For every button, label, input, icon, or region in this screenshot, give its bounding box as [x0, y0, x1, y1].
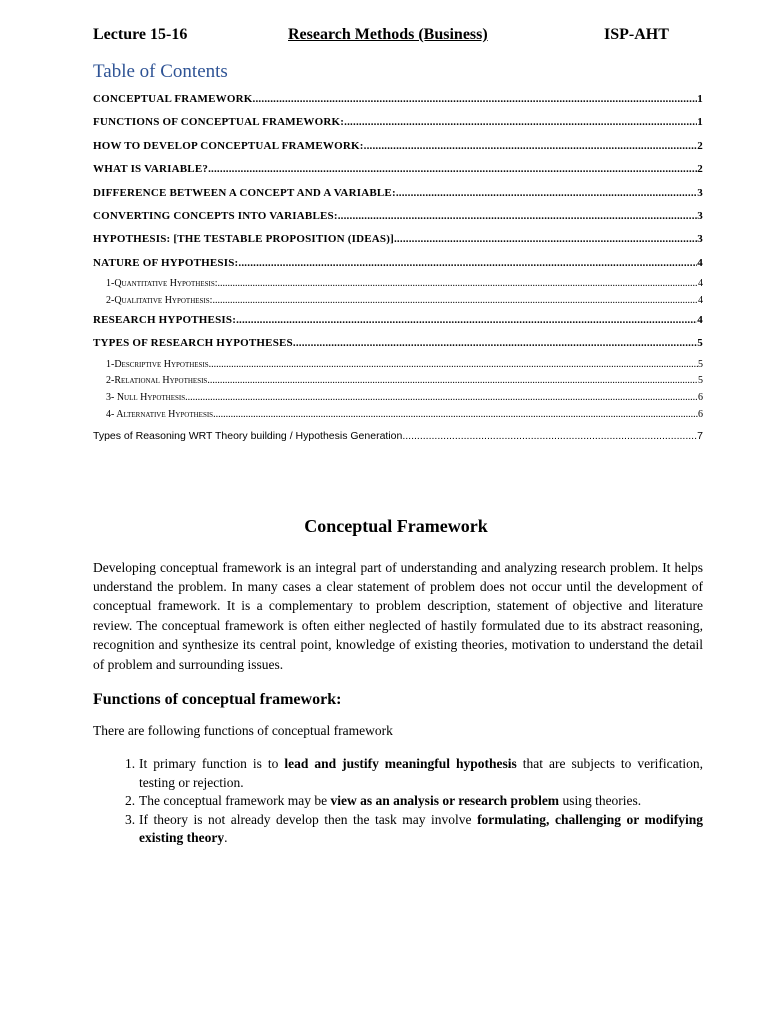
toc-entry[interactable]: WHAT IS VARIABLE? ..... 2 [93, 158, 703, 181]
functions-list [126, 755, 703, 848]
toc-entry[interactable]: RESEARCH HYPOTHESIS: ..... 4 [93, 309, 703, 332]
toc-subentry[interactable]: 2-Qualitative Hypothesis: ..... 4 [93, 292, 703, 309]
toc-subentry[interactable]: 1-Quantitative Hypothesis: ..... 4 [93, 275, 703, 292]
page-header [93, 26, 706, 48]
toc-title: Table of Contents [93, 61, 228, 82]
section-heading: Conceptual Framework [304, 516, 488, 536]
toc-entry[interactable]: DIFFERENCE BETWEEN A CONCEPT AND A VARIABLE: ..... 3 [93, 182, 703, 205]
toc-entry[interactable]: CONVERTING CONCEPTS INTO VARIABLES: ..... 3 [93, 205, 703, 228]
toc-entry[interactable]: TYPES OF RESEARCH HYPOTHESES ..... 5 [93, 332, 703, 355]
table-of-contents [93, 88, 703, 449]
header-lecture: Lecture 15-16 [93, 26, 188, 43]
list-item: 1. It primary function is to lead and justify meaningful hypothesis that are subjects to verification, testing or rejection. [125, 756, 704, 790]
toc-entry[interactable]: CONCEPTUAL FRAMEWORK ..... 1 [93, 88, 703, 111]
subsection-heading: Functions of conceptual framework: [93, 691, 342, 708]
toc-subentry[interactable]: 4- Alternative Hypothesis ..... 6 [93, 406, 703, 423]
toc-entry[interactable]: FUNCTIONS OF CONCEPTUAL FRAMEWORK: ..... 1 [93, 111, 703, 134]
toc-subentry[interactable]: 3- Null Hypothesis ..... 6 [93, 389, 703, 406]
intro-text: There are following functions of conceptual framework [93, 723, 393, 738]
header-institution: ISP-AHT [604, 26, 669, 43]
toc-entry[interactable]: HYPOTHESIS: [THE TESTABLE PROPOSITION (IDEAS)] ..... 3 [93, 228, 703, 251]
toc-entry[interactable]: Types of Reasoning WRT Theory building / Hypothesis Generation ..... 7 [93, 423, 703, 449]
list-item: 3. If theory is not already develop then the task may involve formulating, challenging or modifying existing theory. [125, 811, 703, 845]
toc-entry[interactable]: NATURE OF HYPOTHESIS: ..... 4 [93, 252, 703, 275]
toc-subentry[interactable]: 1-Descriptive Hypothesis ..... 5 [93, 356, 703, 373]
body-paragraph: Developing conceptual framework is an integral part of understanding and analyzing research problem. It helps understand the problem. In many cases a clear statement of problem does not occur until the development of conceptual framework. It is a complementary to problem description, statement of objective and literature review. The conceptual framework is often either neglected of hastily formulated due to its abstract reasoning, recognition and synthesize its central point, knowledge of existing theories, motivation to understand the detail of problem and surrounding issues. [93, 559, 703, 672]
toc-subentry[interactable]: 2-Relational Hypothesis ..... 5 [93, 372, 703, 389]
toc-entry[interactable]: HOW TO DEVELOP CONCEPTUAL FRAMEWORK: ..... 2 [93, 135, 703, 158]
header-course-title: Research Methods (Business) [288, 26, 488, 43]
list-item: 2. The conceptual framework may be view as an analysis or research problem using theories. [125, 793, 642, 808]
